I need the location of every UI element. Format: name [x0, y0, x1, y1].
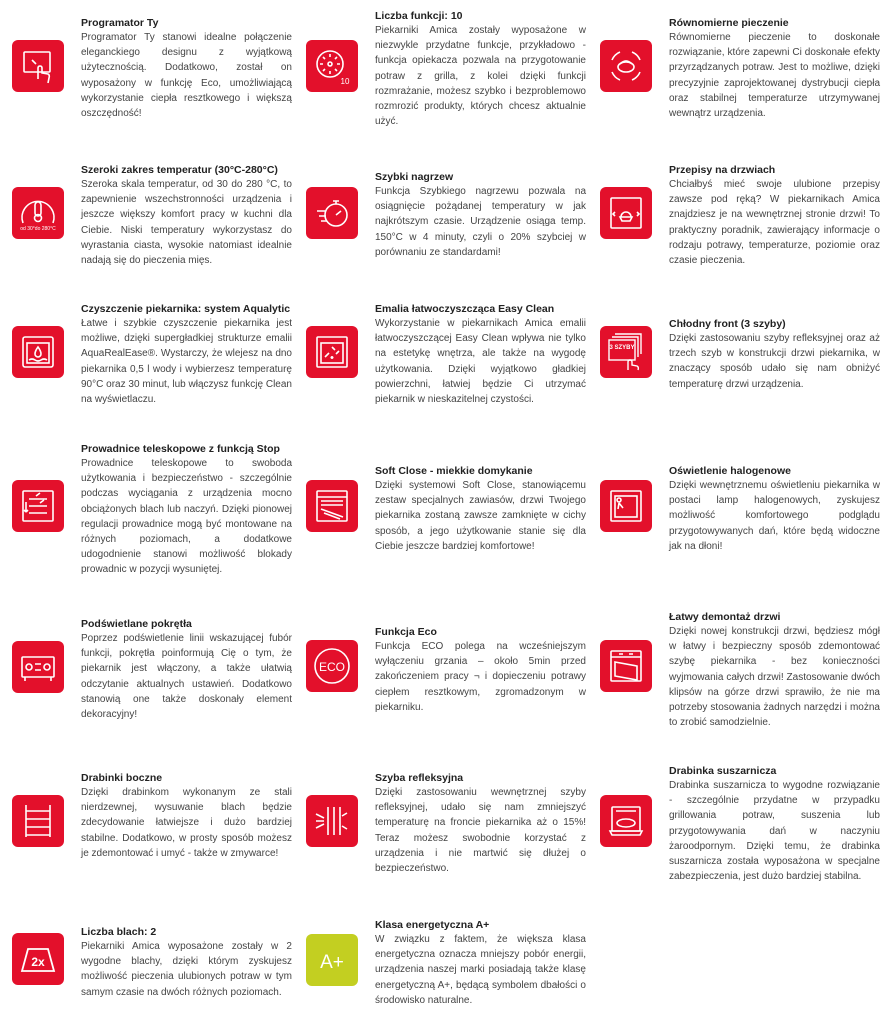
feature-description: Dzięki wewnętrznemu oświetleniu piekarnika w postaci lamp halogenowych, zyskujesz możliwość komfortowego podglądu przygotowywanych dań, które będą widoczne jak na dłoni!	[669, 480, 880, 552]
feature-description: Poprzez podświetlenie linii wskazującej fubór funkcji, pokrętła poinformują Cię o tym, że piekarnik jest włączony, a także ułatwią odczytanie aktualnych ustawień. Dodatkowo stanowią one także doskonały element dekoracyjny!	[81, 633, 292, 721]
feature-description: Łatwe i szybkie czyszczenie piekarnika jest możliwe, dzięki supergładkiej strukturze emalii AquaRealEase®. Wystarczy, że wlejesz na dno piekarnika 0,5 l wody i wybierzesz temperaturę 90°C oraz 30 minut, lub włączysz funkcję Clean na wyświetlaczu.	[81, 318, 292, 406]
feature-title: Przepisy na drzwiach	[669, 164, 776, 176]
feature-title: Liczba funkcji: 10	[375, 10, 463, 22]
feature-title: Oświetlenie halogenowe	[669, 465, 791, 477]
feature-description: Dzięki nowej konstrukcji drzwi, będziesz mógł w łatwy i bezpieczny sposób zdemontować szybę piekarnika - bez konieczności wyjmowania całych drzwi! Zastosowanie dwóch klipsów na górze drzwi sprawiło, że nie ma potrzeby stosowania żadnych narzędzi i można to zrobić samodzielnie.	[669, 626, 880, 729]
feature-title: Drabinki boczne	[81, 772, 163, 784]
illuminated-knobs-icon	[12, 641, 64, 693]
feature-description: Funkcja Szybkiego nagrzewu pozwala na osiągnięcie pożądanej temperatury w jak najkrótszym czasie. Urządzenie osiąga temp. 150°C w 4 minuty, czyli o 20% szybciej w porównaniu ze standardami!	[375, 186, 586, 258]
feature-description: Piekarniki Amica zostały wyposażone w niezwykle przydatne funkcje, przykładowo - funkcja opiekacza pozwala na przygotowanie potraw z grilla, z kolei dzięki funkcji rozmrażanie, możesz szybko i bezproblemowo rozmrozić produkty, których chcesz aktualnie użyć.	[375, 25, 586, 128]
halogen-light-icon	[600, 480, 652, 532]
feature-description: Piekarniki Amica wyposażone zostały w 2 wygodne blachy, dzięki którym zyskujesz możliwość pieczenia ulubionych potraw w tym samym czasie na dwóch różnych poziomach.	[81, 941, 292, 998]
feature-title: Drabinka suszarnicza	[669, 765, 777, 777]
eco-icon	[306, 640, 358, 692]
even-baking-icon	[600, 40, 652, 92]
feature-title: Programator Ty	[81, 17, 159, 29]
feature-description: Chciałbyś mieć swoje ulubione przepisy zawsze pod ręką? W piekarnikach Amica znajdziesz je na wewnętrznej stronie drzwi! To praktyczny poradnik, zawierający informacje o rodzaju potrawy, temperaturze, poziomie oraz czasie pieczenia.	[669, 179, 880, 267]
feature-title: Równomierne pieczenie	[669, 17, 789, 29]
recipe-door-icon	[600, 187, 652, 239]
feature-description: W związku z faktem, że większa klasa energetyczna oznacza mniejszy pobór energii, urządzenia naszej marki posiadają także klasę energetyczną A+, będącą symbolem dbałości o środowisko naturalne.	[375, 934, 586, 1006]
feature-description: Wykorzystanie w piekarnikach Amica emalii łatwoczyszczącej Easy Clean wpływa nie tylko na estetykę wnętrza, ale także na wygodę użytkowania. Dzięki wyjątkowo gładkiej powierzchni, łatwiej będzie Ci utrzymać piekarnik w nieskazitelnej czystości.	[375, 318, 586, 406]
feature-title: Soft Close - miekkie domykanie	[375, 465, 533, 477]
reflective-glass-icon	[306, 795, 358, 847]
telescopic-rails-icon	[12, 480, 64, 532]
feature-title: Szyba refleksyjna	[375, 772, 464, 784]
feature-description: Dzięki drabinkom wykonanym ze stali nierdzewnej, wysuwanie blach będzie zdecydowanie łatwiejsze i dużo bardziej stabilne. Dodatkowo, w prosty sposób możesz je zdemontować i umyć - także w zmywarce!	[81, 787, 292, 859]
feature-title: Funkcja Eco	[375, 626, 437, 638]
feature-description: Drabinka suszarnicza to wygodne rozwiązanie - szczególnie przydatne w przypadku grillowania potraw, suszenia lub przygotowywania dań w naczyniu żaroodpornym. Dzięki temu, że drabinka suszarnicza została wyposażona w specjalne zabezpieczenia, jest dużo bardziej stabilna.	[669, 780, 880, 883]
cool-front-icon	[600, 326, 652, 378]
door-removal-icon	[600, 640, 652, 692]
feature-description: Funkcja ECO polega na wcześniejszym wyłączeniu grzania – około 5min przed zakończeniem pracy ¬ i dopieczeniu potrawy ciepłem resztkowym, zgromadzonym w piekarniku.	[375, 641, 586, 713]
feature-title: Podświetlane pokrętła	[81, 618, 192, 630]
feature-description: Dzięki zastosowaniu szyby refleksyjnej oraz aż trzech szyb w konstrukcji drzwi piekarnika, w znaczący sposób udało się nam obniżyć temperaturę drzwi urządzenia.	[669, 333, 880, 390]
icon-label: A+	[320, 952, 344, 973]
timer-dial-icon	[306, 40, 358, 92]
icon-label: 10	[340, 77, 350, 86]
icon-label: od 30°do 280°C	[20, 226, 56, 232]
easy-clean-enamel-icon	[306, 326, 358, 378]
feature-description: Dzięki systemowi Soft Close, stanowiącemu zestaw specjalnych zawiasów, drzwi Twojego piekarnika zostaną zawsze zamknięte w cichy sposób, a jego użytkowanie stanie się dla Ciebie jeszcze bardziej komfortowe!	[375, 480, 586, 552]
feature-description: Równomierne pieczenie to doskonałe rozwiązanie, które zapewni Ci doskonałe efekty przyrządzanych potraw. Jest to możliwe, dzięki precyzyjnie zaprojektowanej dystrybucji ciepła oraz stabilnej temperaturze utrzymywanej wewnątrz urządzenia.	[669, 32, 880, 120]
feature-title: Liczba blach: 2	[81, 926, 157, 938]
feature-title: Prowadnice teleskopowe z funkcją Stop	[81, 443, 280, 455]
feature-description: Szeroka skala temperatur, od 30 do 280 °C, to zapewnienie wszechstronności urządzenia i jeszcze większy komfort pracy w kuchni dla Ciebie. Niski temperatury wykorzystasz do wyrastania ciasta, wysokie natomiast idealnie nadają się do pieczenia mięs.	[81, 179, 292, 267]
feature-description: Programator Ty stanowi idealne połączenie eleganckiego designu z wyjątkową użytecznością. Dodatkowo, został on wyposażony w funkcję Eco, umożliwiającą wykorzystanie ciepła resztkowego i większą oszczędność!	[81, 32, 292, 120]
feature-title: Szybki nagrzew	[375, 171, 454, 183]
thermometer-gauge-icon	[12, 187, 64, 239]
feature-title: Chłodny front (3 szyby)	[669, 318, 786, 330]
feature-description: Prowadnice teleskopowe to swoboda użytkowania i bezpieczeństwo - szczególnie podczas wyciągania z urządzenia mocno obciążonych blach lub naczyń. Dzięki pionowej regulacji prowadnice mogą być montowane na różnych poziomach, a dodatkowe udogodnienie stanowi możliwość blokady prowadnic w pozycji wysuniętej.	[81, 458, 292, 576]
baking-trays-icon	[12, 933, 64, 985]
soft-close-icon	[306, 480, 358, 532]
feature-title: Emalia łatwoczyszcząca Easy Clean	[375, 303, 555, 315]
feature-title: Szeroki zakres temperatur (30°C-280°C)	[81, 164, 278, 176]
icon-label: ECO	[318, 660, 346, 674]
aqualytic-icon	[12, 326, 64, 378]
feature-description: Dzięki zastosowaniu wewnętrznej szyby refleksyjnej, udało się nam zmniejszyć temperaturę na froncie piekarnika aż o 15%! Teraz możesz swobodnie korzystać z urządzenia i nie martwić się dłużej o bezpieczeństwo.	[375, 787, 586, 875]
side-ladders-icon	[12, 795, 64, 847]
touch-panel-icon	[12, 40, 64, 92]
icon-label: 2x	[31, 955, 45, 969]
feature-title: Czyszczenie piekarnika: system Aqualytic	[81, 303, 291, 315]
feature-title: Łatwy demontaż drzwi	[669, 611, 781, 623]
energy-class-icon	[306, 934, 358, 986]
drying-rack-icon	[600, 795, 652, 847]
fast-heating-icon	[306, 187, 358, 239]
feature-title: Klasa energetyczna A+	[375, 919, 490, 931]
icon-label: 3 SZYBY	[609, 345, 635, 351]
